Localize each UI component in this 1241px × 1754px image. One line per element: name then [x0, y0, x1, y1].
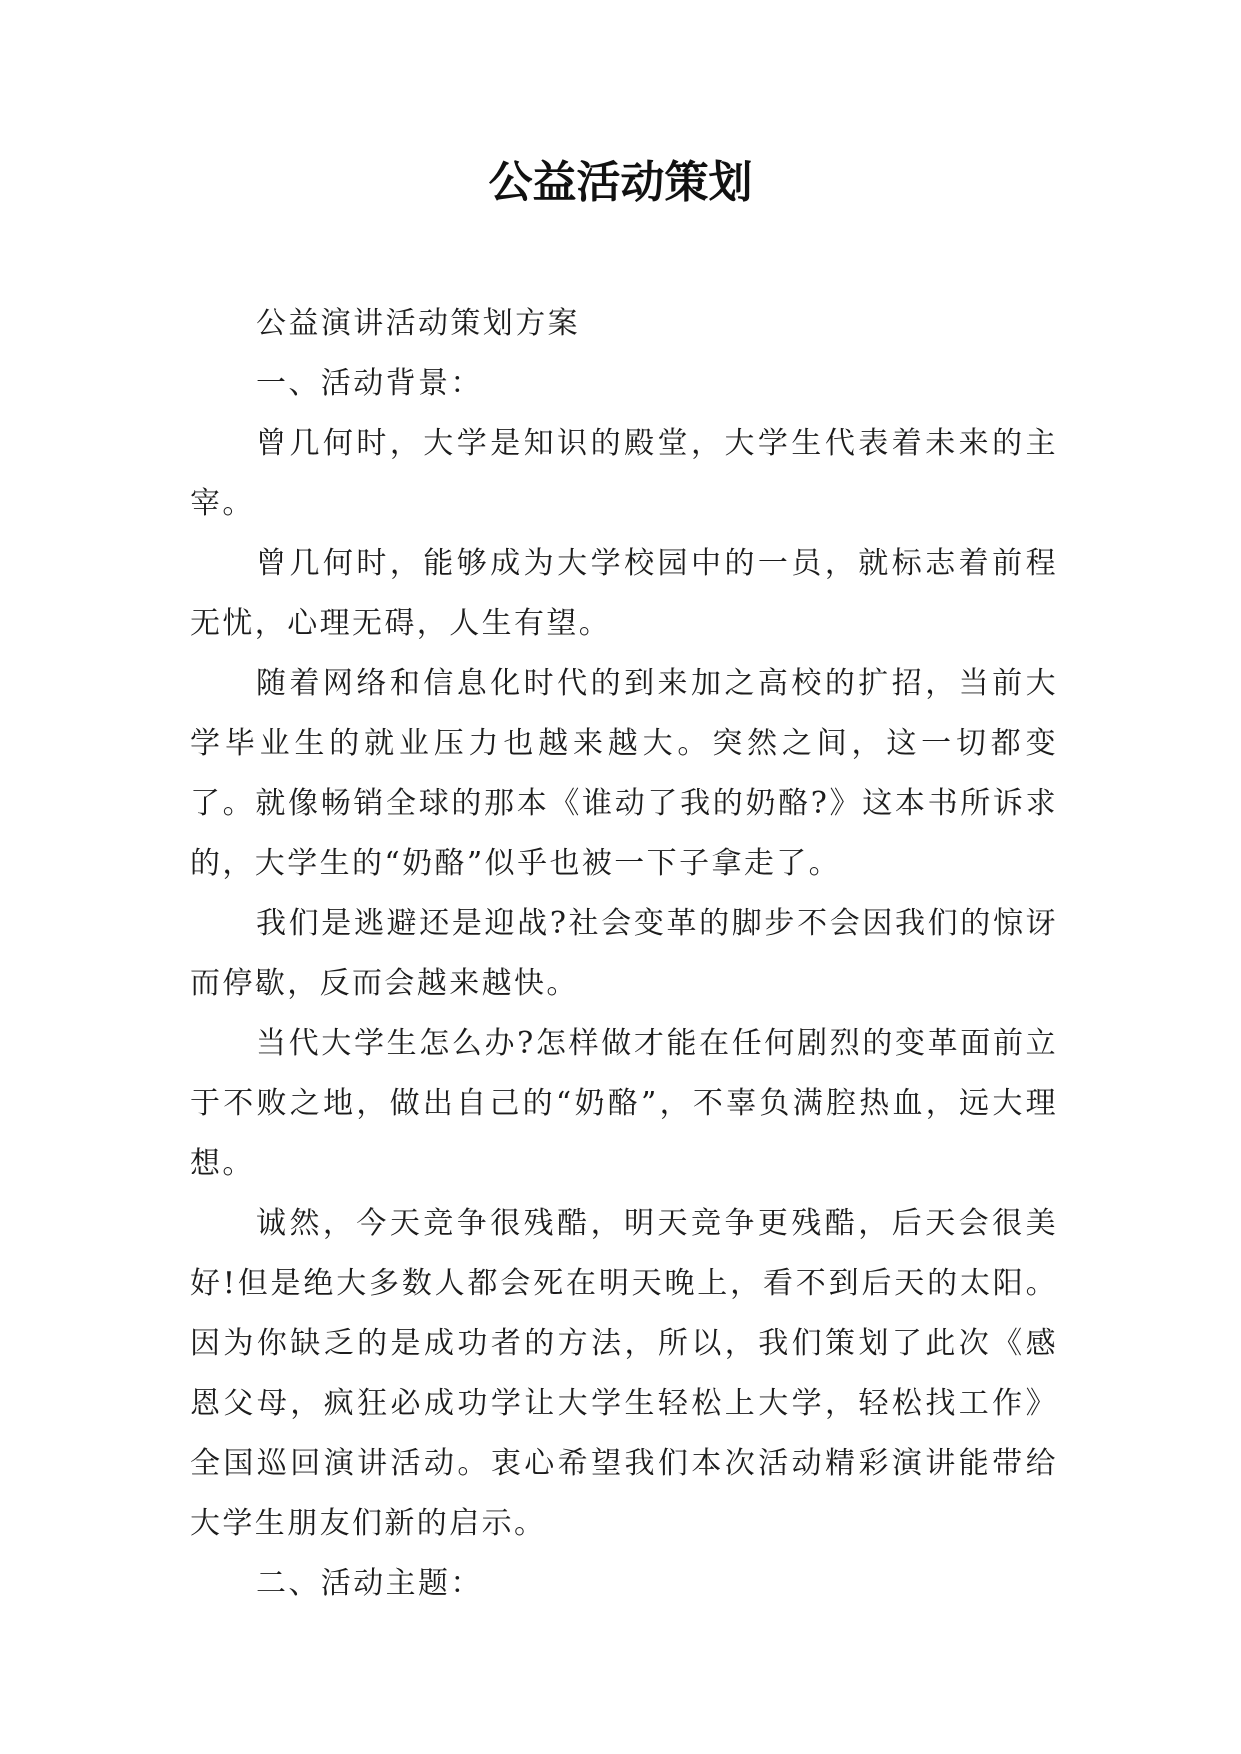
- paragraph: 我们是逃避还是迎战?社会变革的脚步不会因我们的惊讶而停歇，反而会越来越快。: [190, 906, 1058, 1001]
- document-body: [190, 294, 1058, 1614]
- paragraph: 当代大学生怎么办?怎样做才能在任何剧烈的变革面前立于不败之地，做出自己的“奶酪”，不辜负满腔热血，远大理想。: [190, 1026, 1058, 1181]
- document-title: 公益活动策划: [488, 157, 753, 208]
- paragraph: 曾几何时，大学是知识的殿堂，大学生代表着未来的主宰。: [190, 426, 1058, 521]
- paragraph: 诚然，今天竞争很残酷，明天竞争更残酷，后天会很美好!但是绝大多数人都会死在明天晚上，看不到后天的太阳。因为你缺乏的是成功者的方法，所以，我们策划了此次《感恩父母，疯狂必成功学让大学生轻松上大学，轻松找工作》全国巡回演讲活动。衷心希望我们本次活动精彩演讲能带给大学生朋友们新的启示。: [190, 1206, 1058, 1541]
- section-heading-theme: 二、活动主题：: [256, 1566, 483, 1601]
- paragraph-plan-name: 公益演讲活动策划方案: [256, 306, 580, 341]
- section-heading-background: 一、活动背景：: [256, 366, 483, 401]
- paragraph: 曾几何时，能够成为大学校园中的一员，就标志着前程无忧，心理无碍，人生有望。: [190, 546, 1058, 641]
- paragraph: 随着网络和信息化时代的到来加之高校的扩招，当前大学毕业生的就业压力也越来越大。突然之间，这一切都变了。就像畅销全球的那本《谁动了我的奶酪?》这本书所诉求的，大学生的“奶酪”似乎也被一下子拿走了。: [190, 666, 1058, 881]
